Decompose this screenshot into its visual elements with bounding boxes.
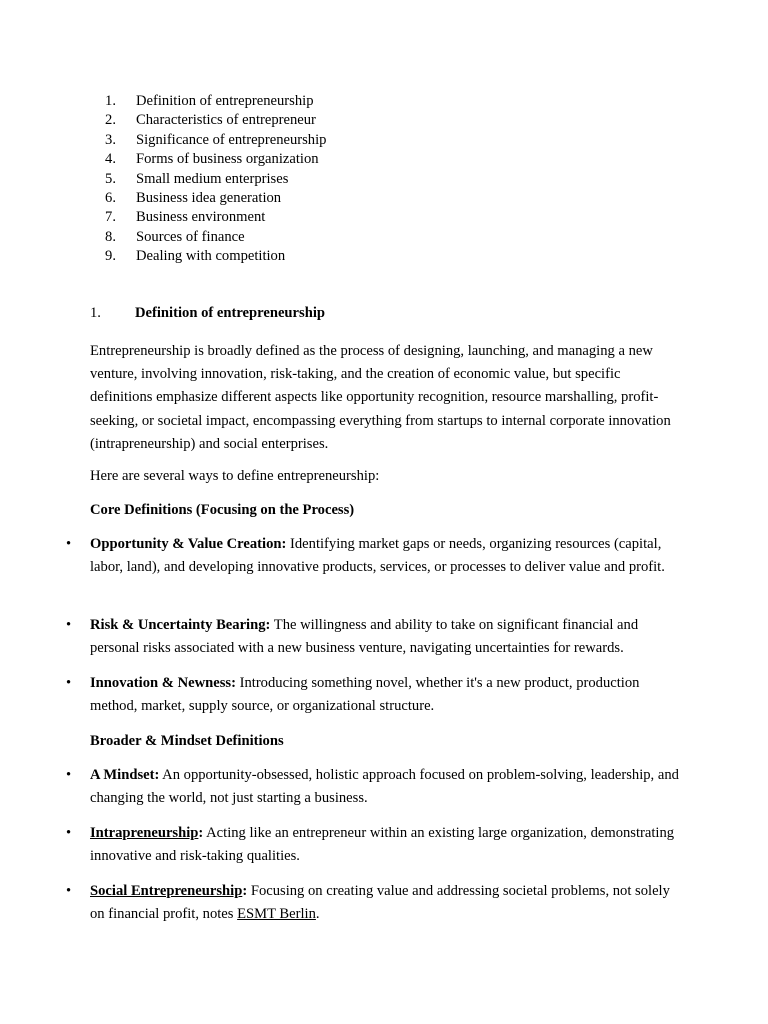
toc-number: 1.: [105, 93, 116, 109]
bullet-icon: •: [66, 617, 72, 633]
toc-text: Business environment: [136, 209, 266, 226]
term: Intrapreneurship: [90, 825, 199, 841]
section-title: Definition of entrepreneurship: [135, 305, 325, 321]
section-heading: [90, 305, 325, 322]
core-heading: Core Definitions (Focusing on the Process): [90, 502, 355, 518]
esmt-berlin-link[interactable]: ESMT Berlin: [237, 906, 316, 923]
toc-number: 9.: [105, 248, 116, 265]
bullet-icon: •: [66, 767, 72, 783]
bullet-icon: •: [66, 675, 72, 691]
toc-text: Sources of finance: [136, 228, 245, 245]
bullet-icon: •: [66, 883, 72, 899]
toc-number: 7.: [105, 209, 116, 226]
term: Risk & Uncertainty Bearing:: [90, 617, 271, 633]
toc-number: 8.: [105, 228, 116, 245]
intro-paragraph: Entrepreneurship is broadly defined as the process of designing, launching, and managing a new venture, involving innovation, risk-taking, and the creation of economic value, but specific definitions emphasize different aspects like opportunity recognition, resource marshalling, profit-seeking, or societal impact, encompassing everything from startups to internal corporate innovation (intrapreneurship) and social enterprises.: [90, 343, 671, 452]
term: Innovation & Newness:: [90, 675, 236, 691]
definition: Acting like an entrepreneur within an existing large organization, demonstrating innovative and risk-taking qualities.: [90, 825, 675, 865]
definition: An opportunity-obsessed, holistic approach focused on problem-solving, leadership, and changing the world, not just starting a business.: [90, 767, 679, 807]
term: A Mindset:: [90, 767, 160, 783]
toc-number: 6.: [105, 189, 116, 206]
toc-number: 4.: [105, 151, 116, 168]
list-item: [66, 672, 682, 718]
toc-text: Definition of entrepreneurship: [136, 93, 314, 109]
list-item: [66, 822, 682, 868]
toc-text: Significance of entrepreneurship: [136, 131, 327, 148]
toc-number: 5.: [105, 170, 116, 187]
term-colon: :: [198, 825, 204, 841]
toc-text: Forms of business organization: [136, 151, 319, 168]
definition: Focusing on creating value and addressing societal problems, not solely on financial profit, notes: [90, 883, 670, 923]
toc-text: Business idea generation: [136, 189, 282, 206]
broader-heading: Broader & Mindset Definitions: [90, 733, 284, 749]
toc-text: Small medium enterprises: [136, 170, 289, 187]
toc-number: 3.: [105, 131, 116, 148]
definition: The willingness and ability to take on significant financial and personal risks associated with a new business venture, navigating uncertainties for rewards.: [90, 617, 639, 657]
sentence-end: .: [315, 906, 320, 923]
term-colon: :: [242, 883, 248, 899]
toc-text: Dealing with competition: [136, 248, 286, 265]
list-item: [66, 880, 682, 926]
term: Social Entrepreneurship: [90, 883, 243, 899]
bullet-icon: •: [66, 825, 72, 841]
ways-intro: Here are several ways to define entrepreneurship:: [90, 468, 380, 484]
list-item: [66, 764, 682, 810]
list-item: [66, 614, 682, 660]
definition: Identifying market gaps or needs, organizing resources (capital, labor, land), and developing innovative products, services, or processes to deliver value and profit.: [90, 536, 665, 576]
toc-text: Characteristics of entrepreneur: [136, 112, 316, 129]
term: Opportunity & Value Creation:: [90, 536, 287, 552]
bullet-icon: •: [66, 536, 72, 552]
toc-number: 2.: [105, 112, 116, 129]
list-item: [66, 533, 682, 579]
section-number: 1.: [90, 305, 101, 321]
definition: Introducing something novel, whether it's a new product, production method, market, supply source, or organizational structure.: [90, 675, 640, 715]
